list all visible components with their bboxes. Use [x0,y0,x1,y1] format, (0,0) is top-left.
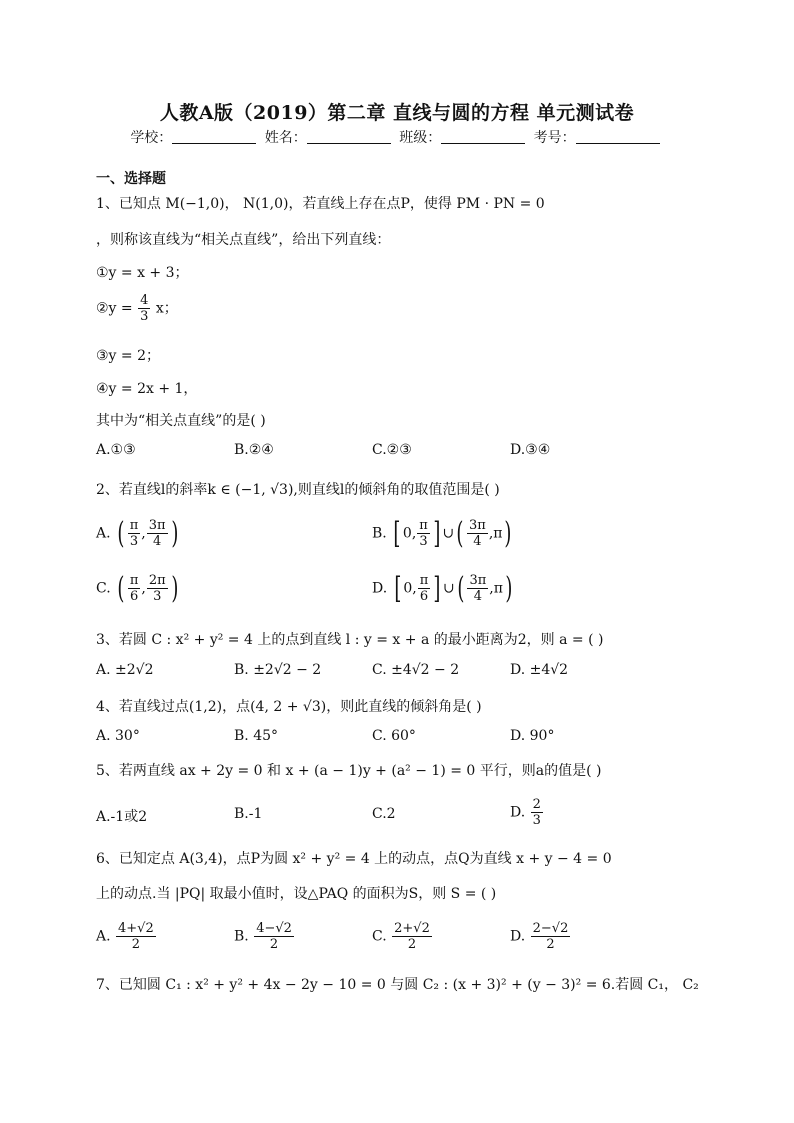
q4-option-c[interactable]: C. 60° [372,728,416,744]
q3-option-d[interactable]: D. ±4√2 [510,662,569,678]
q1-ask: 其中为“相关点直线”的是( ) [96,413,266,429]
q6-option-a[interactable]: A. $\frac{4+√2}{2}$ [96,921,154,952]
q6-option-c[interactable]: C. $\frac{2+√2}{2}$ [372,921,430,952]
q4-option-d[interactable]: D. 90° [510,728,555,744]
q1-item1: ①y = x + 3； [96,265,189,281]
q1-item4: ④y = 2x + 1， [96,381,198,397]
class-blank[interactable] [441,130,525,144]
q3-option-a[interactable]: A. ±2√2 [96,662,154,678]
q7-line1: 7、已知圆 C₁ : x² + y² + 4x − 2y − 10 = 0 与圆 C₂ : (x + 3)² + (y − 3)² = 6.若圆 C₁， C₂ [96,977,699,993]
q1-option-d[interactable]: D.③④ [510,442,551,458]
q1-item2-fraction: $\frac{4}{3}$ [140,293,149,324]
q1-option-a[interactable]: A.①③ [96,442,136,458]
school-label: 学校： [130,130,173,146]
name-blank[interactable] [307,130,391,144]
q2-stem: 2、若直线l的斜率k ∈ (−1, √3),则直线l的倾斜角的取值范围是( ) [96,482,500,498]
q6-line1: 6、已知定点 A(3,4)，点P为圆 x² + y² = 4 上的动点，点Q为直线 x + y − 4 = 0 [96,851,612,867]
q1-line2: ，则称该直线为“相关点直线”，给出下列直线： [96,232,391,248]
q1-option-b[interactable]: B.②④ [234,442,274,458]
page-title: 人教A版（2019）第二章 直线与圆的方程 单元测试卷 [159,102,635,124]
q1-item2: ②y = $\frac{4}{3}$ x； [96,293,178,324]
q1-option-c[interactable]: C.②③ [372,442,412,458]
q4-stem: 4、若直线过点(1,2)，点(4, 2 + √3)，则此直线的倾斜角是( ) [96,699,482,715]
q5-option-a[interactable]: A.-1或2 [96,809,148,825]
name-label: 姓名： [264,130,307,146]
school-blank[interactable] [172,130,256,144]
q2-option-c[interactable]: C. ( $\frac{\pi}{6}$ , $\frac{2\pi}{3}$ ) [96,570,179,606]
q5-option-d[interactable]: D. $\frac{2}{3}$ [510,797,541,828]
number-blank[interactable] [576,130,660,144]
q3-option-c[interactable]: C. ±4√2 − 2 [372,662,460,678]
q3-option-b[interactable]: B. ±2√2 − 2 [234,662,322,678]
q3-stem: 3、若圆 C : x² + y² = 4 上的点到直线 l : y = x + a 的最小距离为2，则 a = ( ) [96,632,604,648]
q1-line1: 1、已知点 M(−1,0)， N(1,0)，若直线上存在点P，使得 PM · PN = 0 [96,196,545,212]
q2-option-a[interactable]: A. ( $\frac{\pi}{3}$ , $\frac{3\pi}{4}$ ) [96,515,178,551]
q6-line2: 上的动点.当 |PQ| 取最小值时，设△PAQ 的面积为S，则 S = ( ) [96,886,497,902]
q6-option-d[interactable]: D. $\frac{2-√2}{2}$ [510,921,569,952]
q2-option-b[interactable]: B. [ 0, $\frac{\pi}{3}$ ] ∪( $\frac{3\pi}{4}$ ,π) [372,515,512,551]
q6-option-b[interactable]: B. $\frac{4-√2}{2}$ [234,921,292,952]
section-heading: 一、选择题 [96,171,166,187]
q5-option-b[interactable]: B.-1 [234,806,263,822]
class-label: 班级： [399,130,442,146]
q4-option-a[interactable]: A. 30° [96,728,140,744]
q2-option-d[interactable]: D. [ 0, $\frac{\pi}{6}$ ] ∪( $\frac{3\pi}{4}$ ,π) [372,570,513,606]
q1-item3: ③y = 2； [96,348,160,364]
student-info [0,127,794,147]
q4-option-b[interactable]: B. 45° [234,728,279,744]
q5-option-c[interactable]: C.2 [372,806,396,822]
number-label: 考号： [533,130,576,146]
q5-stem: 5、若两直线 ax + 2y = 0 和 x + (a − 1)y + (a² − 1) = 0 平行，则a的值是( ) [96,763,602,779]
